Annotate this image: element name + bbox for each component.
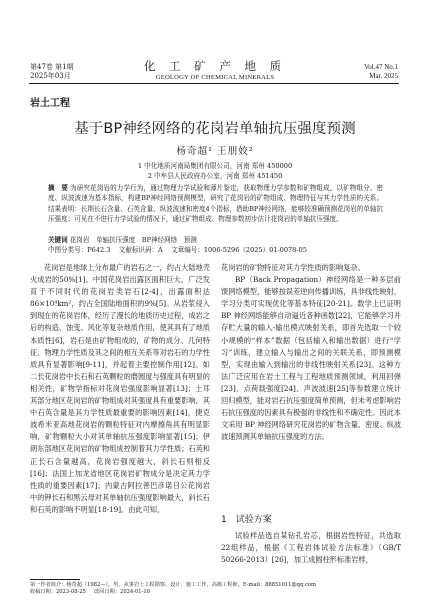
footnote-rule: [30, 579, 80, 580]
author-info: 第一作者简介：杨奇超（1982—），男，从事岩土工程勘察、设计、施工工作，高级工程师。E-mail：88851011@qq.com: [30, 582, 316, 588]
authors: 杨奇超¹ 王朋姣²: [176, 146, 254, 157]
article-title: 基于BP神经网络的花岗岩单轴抗压强度预测: [74, 121, 356, 137]
body-paragraph: 花岗岩的矿物特征对其力学性质的影响复杂。: [221, 263, 365, 272]
abstract-text: 为研究花岗岩的力学行为，通过物理力学试验和薄片鉴定，获取物理力学参数和矿物组成，以矿物组分、密度、纵波波速为基本指标，构建BP神经网络预测模型，研究了花岗岩的矿物组成、物理特征与其力学性质的关系。结果表明：长荆长石含量、石英含量、纵波波速和密度4个指标，借助BP神经网络，能够较准确预测花岗岩的单轴抗压强度；可见在不进行力学试验的情况下，通过矿物组成、物理参数初步估计花岗岩的单轴抗压强度。: [48, 184, 383, 224]
body-column-right-continued: [221, 530, 401, 566]
classification-line: [48, 245, 383, 255]
keywords-label: 关键词: [48, 236, 68, 244]
received-date: 收稿日期：2023-08-25: [30, 589, 86, 596]
footnote: [30, 582, 410, 596]
header-rule: [29, 83, 399, 84]
body-paragraph: 花岗岩是地球上分布最广的岩石之一，约占大陆地壳火成岩的50%[1]。中国花岗岩出露区面积巨大，广泛发育于不同时代的花岗岩类岩石[2-4]，出露面积达86×10⁴km²，约占全国陆地面积的9%[5]。从岩浆侵入到现在的花岗岩体，经历了漫长的地质历史过程，成岩之后的构造、蚀变、风化等复杂地质作用，使其具有了地质本质性[6]，岩石是由矿物组成的，矿物的成分、几何特征、物理力学性质及其之间的相互关系等对岩石的力学性质具有显著影响[9-11]，并起着主要控制作用[12]。如二长花岗岩中长石和石英颗粒的磨圆度与强度具有明显的相关性，矿物学指标对花岗岩强度影响显著[13]；土耳其部分地区花岗岩的矿物组成对其强度具有重要影响，其中石英含量是其力学性质最重要的影响因素[14]，捷克波希米亚高地花岗岩的颗粒特征对内摩擦角具有明显影响，矿物颗粒大小对其单轴抗压强度影响显著[15]；伊朗东部地区花岗岩的矿物组成控制着其力学性质；石英和正长石含量越高，花岗岩强度越大，斜长石则相反[16]；法国上加龙省地区花岗岩矿物成分是决定其力学性质的重要因素[17]；内蒙古阿拉善巴彦诺日公花岗岩中的钾长石和黑云母对其单轴抗压强度影响最大，斜长石和石英的影响不明显[18-19]。由此可知，: [30, 263, 210, 514]
volume-issue: 第47卷 第1期: [30, 63, 74, 71]
document-code: 文献标识码：A: [118, 246, 163, 254]
body-column-left: [30, 262, 210, 516]
body-paragraph: 试验样品选自某钻孔岩芯，根据岩性特征，共选取22组样品，根据《工程岩体试验方法标准》（GB/T 50266-2013）[26]，加工成圆柱形标准岩样，: [221, 531, 401, 565]
affiliation-1: 1 中化地质河南局集团有限公司，河南 郑州 450000: [137, 162, 293, 170]
journal-volume-info: [30, 63, 74, 81]
revised-date: 改回日期：2024-01-10: [94, 589, 150, 596]
journal-title-cn: 化 工 矿 产 地 质: [143, 59, 287, 73]
issue-date-en: Mar. 2025: [369, 72, 398, 80]
body-paragraph: BP（Back Propagation）神经网络是一种多层前馈网络模型，能够按误差逆向传播训练，具非线性映射、学习分类可实现优化等基本特征[20-21]。数学上已证明 BP 神经网络能够自动逼近各种函数[22]，它能够学习并存贮大量的输入-输出模式映射关系，即首先选取一个较小规模的“样本”数据（包括输入和输出数据）进行“学习”训练，建立输入与输出之间的关联关系，即预测模型，实现由输入到输出的非线性映射关系[23]。这种方法广泛应用在岩土工程与工程地质预测领域，利用回弹[23]、点荷载强度[24]、声波波速[25]等参数建立统计回归模型，能对岩石抗压强度简单预测，但未考虑影响岩石抗压强度的因素具有极强的非线性和不确定性。因此本文采用 BP 神经网络研究花岗岩的矿物含量、密度、纵波波速预测其单轴抗压强度的方法。: [221, 275, 402, 442]
dates-line: [30, 589, 410, 596]
journal-title-en: GEOLOGY OF CHEMICAL MINERALS: [155, 74, 275, 81]
clc-number: 中图分类号：P642.3: [48, 246, 111, 254]
abstract-label: 摘 要: [48, 184, 68, 192]
issue-date-cn: 2025年03月: [30, 72, 71, 80]
journal-masthead: [120, 60, 310, 82]
article-number: 文章编号：1006-5296（2025）01-0078-05: [171, 246, 307, 254]
body-column-right: [221, 262, 401, 443]
vol-no: Vol.47 No.1: [364, 63, 398, 71]
keywords-text: 花岗岩 单轴抗压强度 BP神经网络 预测: [69, 236, 197, 244]
section-tag: 岩土工程: [30, 98, 70, 109]
section-heading: 1 试验方案: [221, 515, 272, 525]
journal-volume-info-en: [364, 63, 398, 81]
keywords: [48, 235, 383, 245]
affiliation-2: 2 中牟县人民政府办公室，河南 郑州 451450: [147, 172, 283, 180]
abstract: [48, 183, 383, 225]
